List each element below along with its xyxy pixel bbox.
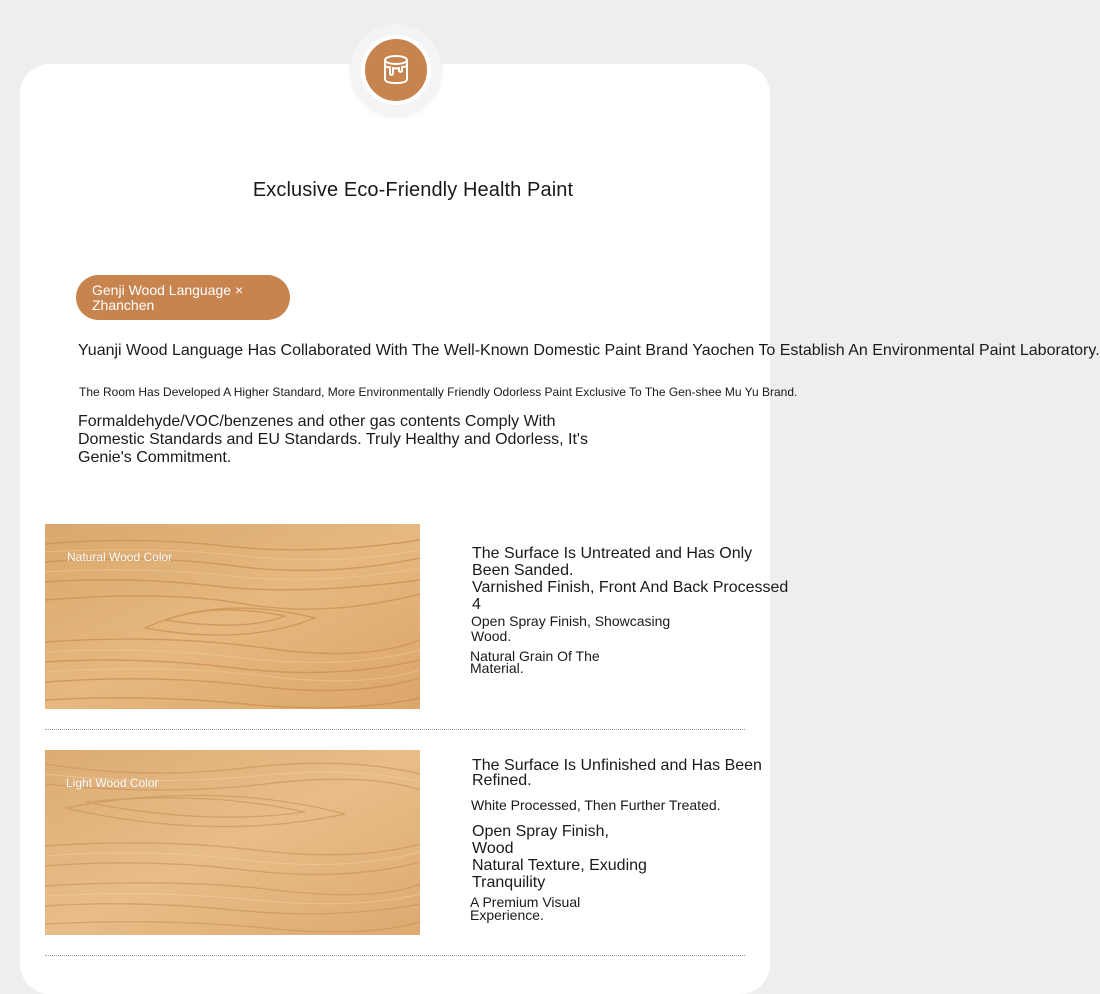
light-wood-line-1: The Surface Is Unfinished and Has Been Refined. bbox=[472, 757, 762, 789]
natural-wood-description bbox=[470, 545, 790, 674]
light-wood-swatch bbox=[45, 750, 420, 935]
intro-paragraph-commitment: Formaldehyde/VOC/benzenes and other gas contents Comply With Domestic Standards and EU Standards. Truly Healthy and Odorless, It's Genie's Commitment. bbox=[78, 413, 588, 466]
natural-wood-swatch bbox=[45, 524, 420, 709]
light-wood-label: Light Wood Color bbox=[66, 776, 159, 790]
page-title: Exclusive Eco-Friendly Health Paint bbox=[252, 179, 574, 201]
natural-wood-line-4: Natural Grain Of The Material. bbox=[470, 648, 600, 676]
intro-paragraph-development: The Room Has Developed A Higher Standard, More Environmentally Friendly Odorless Paint Exclusive To The Gen-shee Mu Yu Brand. bbox=[79, 385, 798, 399]
collab-badge-label: Genji Wood Language × Zhanchen bbox=[92, 281, 244, 313]
intro-paragraph-collaboration: Yuanji Wood Language Has Collaborated With The Well-Known Domestic Paint Brand Yaochen To Establish An Environmental Paint Laboratory. bbox=[78, 342, 1100, 359]
paint-bucket-icon bbox=[361, 35, 431, 105]
natural-wood-line-1: The Surface Is Untreated and Has Only Been Sanded. bbox=[472, 545, 753, 579]
light-wood-line-2: White Processed, Then Further Treated. bbox=[471, 797, 721, 813]
header-badge bbox=[350, 24, 442, 116]
light-wood-line-3: Open Spray Finish, Wood bbox=[472, 823, 609, 857]
section-divider bbox=[45, 729, 745, 730]
collab-badge bbox=[76, 275, 290, 320]
natural-wood-line-2: Varnished Finish, Front And Back Processed 4 bbox=[472, 579, 789, 613]
light-wood-line-5: A Premium Visual Experience. bbox=[470, 894, 581, 923]
natural-wood-line-3: Open Spray Finish, Showcasing Wood. bbox=[471, 613, 671, 644]
light-wood-line-4: Natural Texture, Exuding Tranquility bbox=[472, 857, 647, 891]
natural-wood-label: Natural Wood Color bbox=[67, 550, 173, 564]
light-wood-description bbox=[470, 758, 790, 922]
section-divider-bottom bbox=[45, 955, 745, 956]
